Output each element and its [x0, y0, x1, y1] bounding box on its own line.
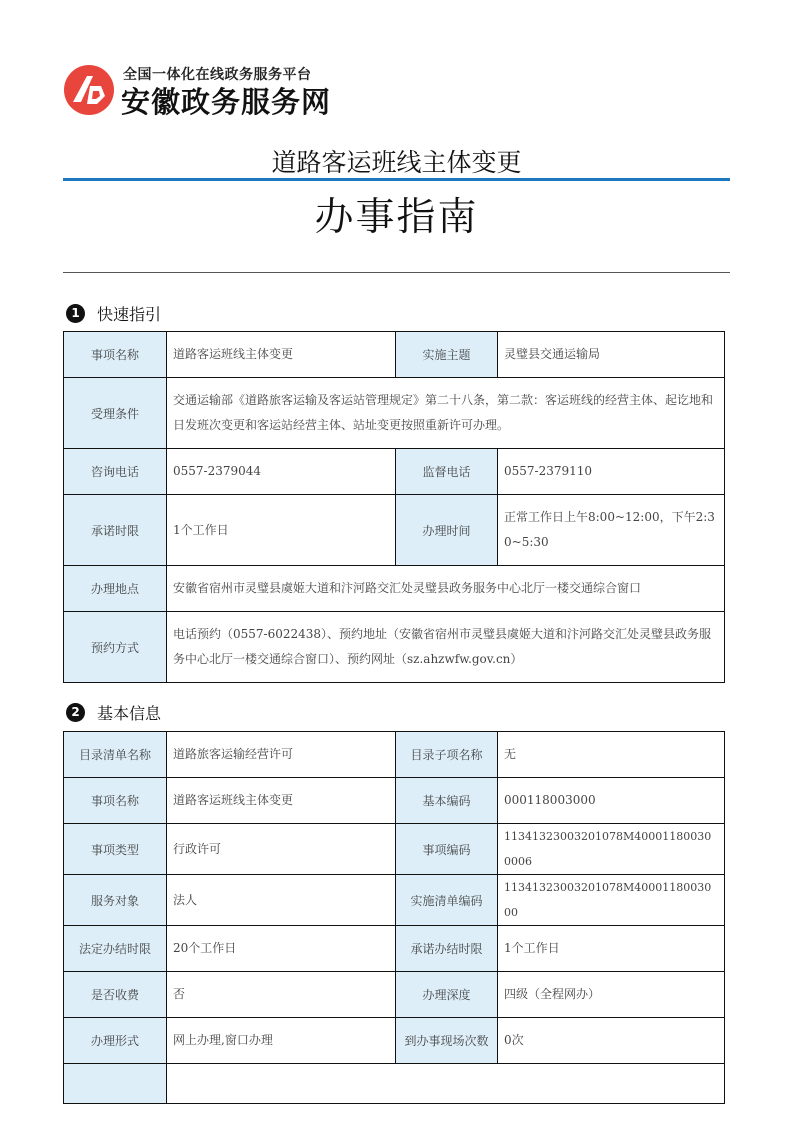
header-divider	[63, 272, 730, 273]
table-value: 0557-2379044	[167, 449, 396, 495]
table-row	[64, 732, 725, 778]
table-label: 监督电话	[396, 449, 498, 495]
table-label: 实施清单编码	[396, 875, 498, 926]
table-value: 灵璧县交通运输局	[498, 332, 725, 378]
table-value: 四级（全程网办）	[498, 972, 725, 1018]
section-number-badge: 2	[66, 703, 85, 722]
table-label: 事项编码	[396, 824, 498, 875]
table-value: 电话预约（0557-6022438）、预约地址（安徽省宿州市灵璧县虞姬大道和汴河路交汇处灵璧县政务服务中心北厅一楼交通综合窗口）、预约网址（sz.ahzwfw.gov.cn）	[167, 612, 725, 683]
table-value: 否	[167, 972, 396, 1018]
table-value: 网上办理,窗口办理	[167, 1018, 396, 1064]
basic-info-table	[63, 731, 725, 1104]
table-row	[64, 378, 725, 449]
table-label: 实施主题	[396, 332, 498, 378]
table-row	[64, 612, 725, 683]
table-label: 办理深度	[396, 972, 498, 1018]
table-label: 办理时间	[396, 495, 498, 566]
table-label: 受理条件	[64, 378, 167, 449]
table-row	[64, 875, 725, 926]
table-value: 法人	[167, 875, 396, 926]
guide-heading: 办事指南	[314, 195, 479, 240]
table-label: 到办事现场次数	[396, 1018, 498, 1064]
table-value: 道路旅客运输经营许可	[167, 732, 396, 778]
table-row	[64, 1018, 725, 1064]
table-label: 承诺时限	[64, 495, 167, 566]
table-label: 事项类型	[64, 824, 167, 875]
table-label: 目录子项名称	[396, 732, 498, 778]
section-number-badge: 1	[66, 304, 85, 323]
section-basic-info-header	[66, 701, 161, 723]
section-title: 基本信息	[97, 703, 162, 723]
table-row	[64, 566, 725, 612]
table-value: 交通运输部《道路旅客运输及客运站管理规定》第二十八条，第二款：客运班线的经营主体、起讫地和日发班次变更和客运站经营主体、站址变更按照重新许可办理。	[167, 378, 725, 449]
table-row	[64, 972, 725, 1018]
table-label: 咨询电话	[64, 449, 167, 495]
document-title: 道路客运班线主体变更	[271, 148, 522, 177]
quick-guide-table	[63, 331, 725, 683]
table-value: 1个工作日	[498, 926, 725, 972]
table-value: 11341323003201078M400011800300006	[498, 824, 725, 875]
table-value: 11341323003201078M4000118003000	[498, 875, 725, 926]
table-label: 办理形式	[64, 1018, 167, 1064]
table-value: 000118003000	[498, 778, 725, 824]
table-row	[64, 1064, 725, 1104]
platform-subtitle: 全国一体化在线政务服务平台	[123, 67, 312, 83]
table-label: 法定办结时限	[64, 926, 167, 972]
table-row	[64, 332, 725, 378]
table-value: 道路客运班线主体变更	[167, 778, 396, 824]
table-value: 20个工作日	[167, 926, 396, 972]
table-label: 预约方式	[64, 612, 167, 683]
table-value: 道路客运班线主体变更	[167, 332, 396, 378]
table-row	[64, 778, 725, 824]
table-label: 目录清单名称	[64, 732, 167, 778]
table-label: 承诺办结时限	[396, 926, 498, 972]
table-label: 基本编码	[396, 778, 498, 824]
table-row	[64, 926, 725, 972]
table-row	[64, 824, 725, 875]
title-divider	[63, 178, 730, 181]
anhui-gov-logo-icon	[63, 64, 115, 116]
section-title: 快速指引	[97, 304, 162, 324]
table-label: 是否收费	[64, 972, 167, 1018]
table-label	[64, 1064, 167, 1104]
platform-name: 安徽政务服务网	[121, 85, 332, 119]
table-value: 0557-2379110	[498, 449, 725, 495]
table-value: 安徽省宿州市灵璧县虞姬大道和汴河路交汇处灵璧县政务服务中心北厅一楼交通综合窗口	[167, 566, 725, 612]
table-value: 正常工作日上午8:00~12:00，下午2:30~5:30	[498, 495, 725, 566]
table-row	[64, 495, 725, 566]
table-value: 1个工作日	[167, 495, 396, 566]
table-value: 无	[498, 732, 725, 778]
table-value: 行政许可	[167, 824, 396, 875]
table-value: 0次	[498, 1018, 725, 1064]
section-quick-guide-header	[66, 302, 161, 324]
table-value	[167, 1064, 725, 1104]
table-row	[64, 449, 725, 495]
table-label: 办理地点	[64, 566, 167, 612]
table-label: 事项名称	[64, 332, 167, 378]
table-label: 事项名称	[64, 778, 167, 824]
table-label: 服务对象	[64, 875, 167, 926]
